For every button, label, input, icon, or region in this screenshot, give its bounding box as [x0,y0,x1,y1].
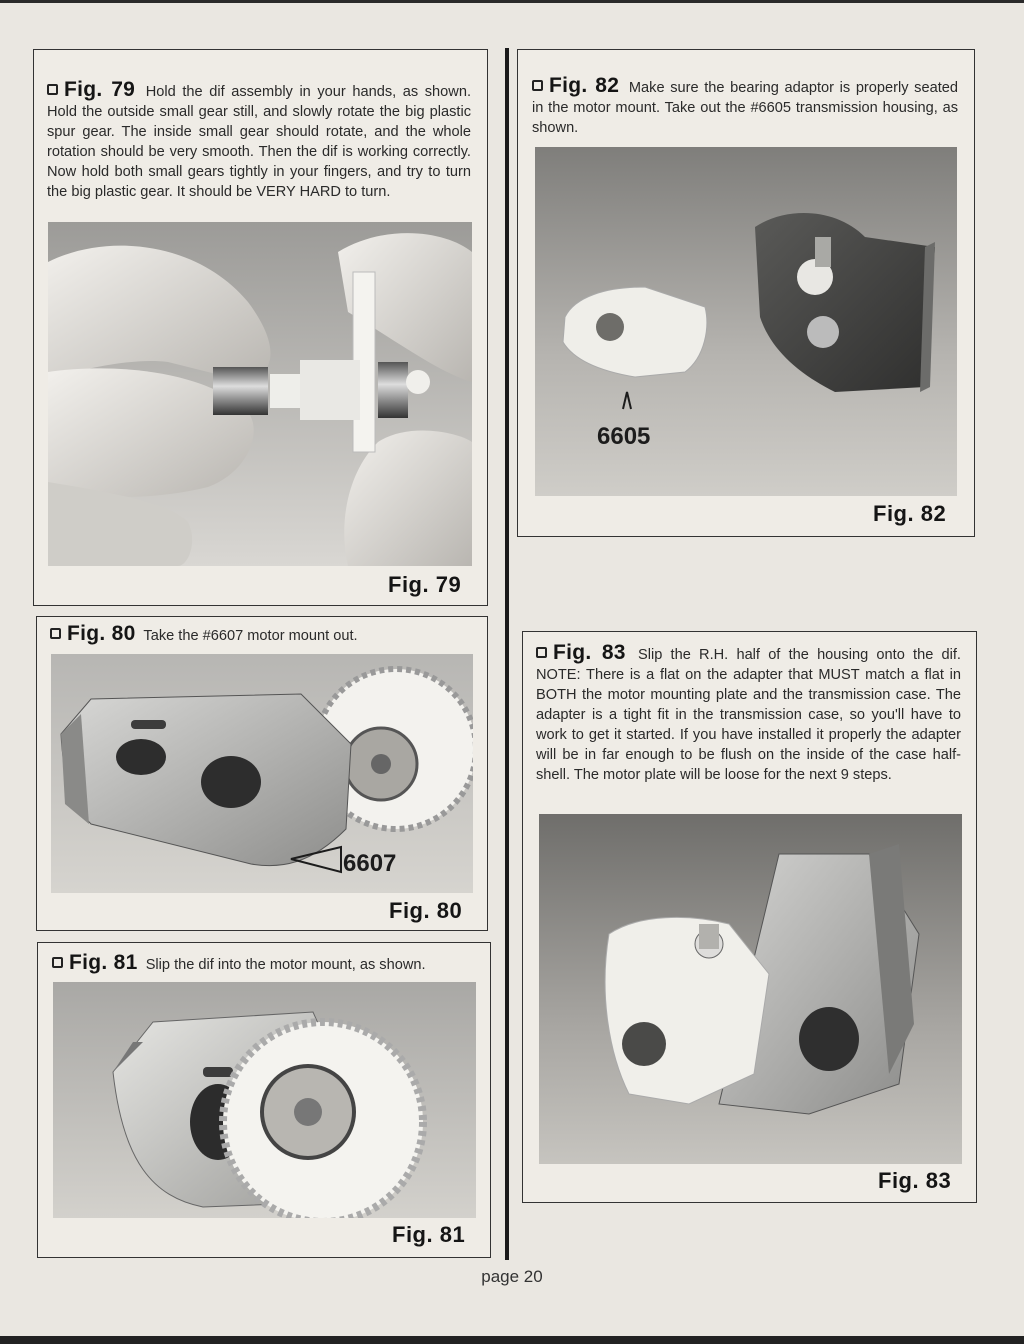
fig-79-title: Fig. 79 [64,78,136,101]
checkbox-icon[interactable] [52,957,63,968]
checkbox-icon[interactable] [50,628,61,639]
fig-82-photo [535,147,957,496]
part-6605-label: 6605 [597,423,651,450]
fig-80-title: Fig. 80 [67,622,136,645]
column-divider [505,48,509,1260]
fig-79-label: Fig. 79 [388,572,462,597]
fig-83-label: Fig. 83 [878,1168,952,1193]
fig-80-caption [50,624,480,646]
checkbox-icon[interactable] [532,80,543,91]
fig-80-label: Fig. 80 [389,898,463,923]
fig-80-photo [51,654,473,893]
fig-81-label: Fig. 81 [392,1222,466,1247]
fig-81-title: Fig. 81 [69,951,138,974]
page-top-edge [0,0,1024,3]
checkbox-icon[interactable] [536,647,547,658]
part-6607-label: 6607 [343,850,397,877]
checkbox-icon[interactable] [47,84,58,95]
fig-83-text: Slip the R.H. half of the housing onto the dif. NOTE: There is a flat on the adapter that MUST match a flat in BOTH the motor mounting plate and the transmission case. The adapter is a tight fit in the transmission case, so you'll have to work to get it started. If you have installed it properly the adapter will be in far enough to be flush on the inside of the case half-shell. The motor plate will be loose for the next 9 steps. [536,647,961,783]
fig-83-caption [536,643,961,785]
page-bottom-edge [0,1336,1024,1344]
fig-82-text: Make sure the bearing adaptor is properly seated in the motor mount. Take out the #6605 transmission housing, as shown. [532,80,959,136]
fig-80-text: Take the #6607 motor mount out. [143,628,358,644]
fig-83-photo [539,814,962,1164]
fig-81-text: Slip the dif into the motor mount, as shown. [145,957,426,973]
fig-81-photo [53,982,476,1218]
fig-79-text: Hold the dif assembly in your hands, as shown. Hold the outside small gear still, and slowly rotate the big plastic spur gear. The inside small gear should rotate, and the whole rotation should be very smooth. Then the dif is working correctly. Now hold both small gears tightly in your fingers, and try to turn the big plastic gear. It should be VERY HARD to turn. [47,84,471,200]
page-number: page 20 [481,1267,543,1286]
fig-82-caption [532,76,958,138]
fig-79-photo [48,222,472,566]
fig-82-label: Fig. 82 [873,501,947,526]
fig-83-title: Fig. 83 [553,641,626,664]
fig-79-caption [47,80,471,202]
fig-82-title: Fig. 82 [549,74,620,97]
fig-81-caption [52,953,484,975]
